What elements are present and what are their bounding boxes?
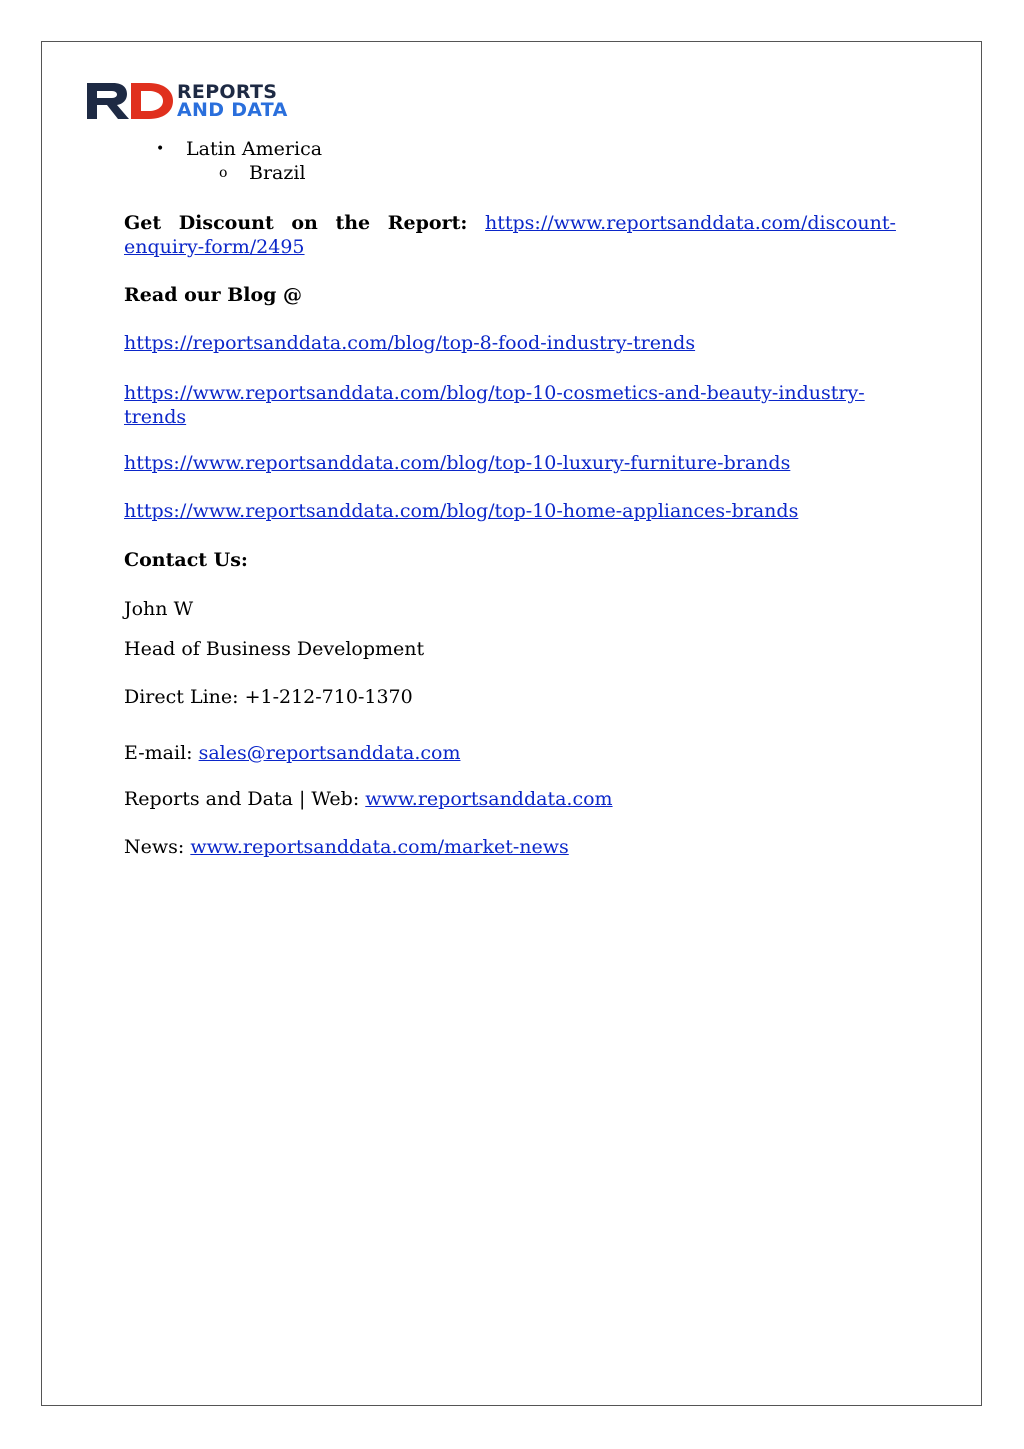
contact-heading: Contact Us: [124,549,248,571]
country-brazil: Brazil [249,162,306,184]
blog-link-furniture[interactable]: https://www.reportsanddata.com/blog/top-10-luxury-furniture-brands [124,452,791,474]
rd-logo-icon [87,83,173,119]
logo-line-2: AND DATA [177,99,288,121]
contact-web-row [124,787,613,811]
region-latin-america: Latin America [186,138,323,160]
discount-word: Report: [387,212,468,234]
contact-name: John W [124,598,194,620]
blog-link-cosmetics-part1[interactable]: https://www.reportsanddata.com/blog/top-10-cosmetics-and-beauty-industry- [124,382,865,404]
discount-link-part1[interactable]: https://www.reportsanddata.com/discount- [485,212,896,234]
news-link[interactable]: www.reportsanddata.com/market-news [190,836,569,858]
contact-news-row [124,835,569,859]
discount-word: Get [124,212,162,234]
web-label: Reports and Data | Web: [124,788,366,810]
discount-line [124,211,896,235]
discount-word: on [291,212,318,234]
logo-line-1: REPORTS [177,81,278,103]
web-link[interactable]: www.reportsanddata.com [365,788,613,810]
email-link[interactable]: sales@reportsanddata.com [198,742,461,764]
contact-email-row [124,741,460,765]
contact-title: Head of Business Development [124,638,425,660]
discount-link-part2[interactable]: enquiry-form/2495 [124,236,305,258]
discount-word: Discount [178,212,274,234]
reports-and-data-logo [87,82,288,120]
blog-link-appliances[interactable]: https://www.reportsanddata.com/blog/top-10-home-appliances-brands [124,500,799,522]
sub-bullet-icon: o [219,165,228,181]
news-label: News: [124,836,191,858]
email-label: E-mail: [124,742,199,764]
discount-word: the [335,212,371,234]
blog-link-food[interactable]: https://reportsanddata.com/blog/top-8-food-industry-trends [124,332,696,354]
blog-link-cosmetics-part2[interactable]: trends [124,406,187,428]
blog-heading: Read our Blog @ [124,284,303,306]
bullet-icon: • [156,141,165,157]
contact-direct-line: Direct Line: +1-212-710-1370 [124,686,413,708]
